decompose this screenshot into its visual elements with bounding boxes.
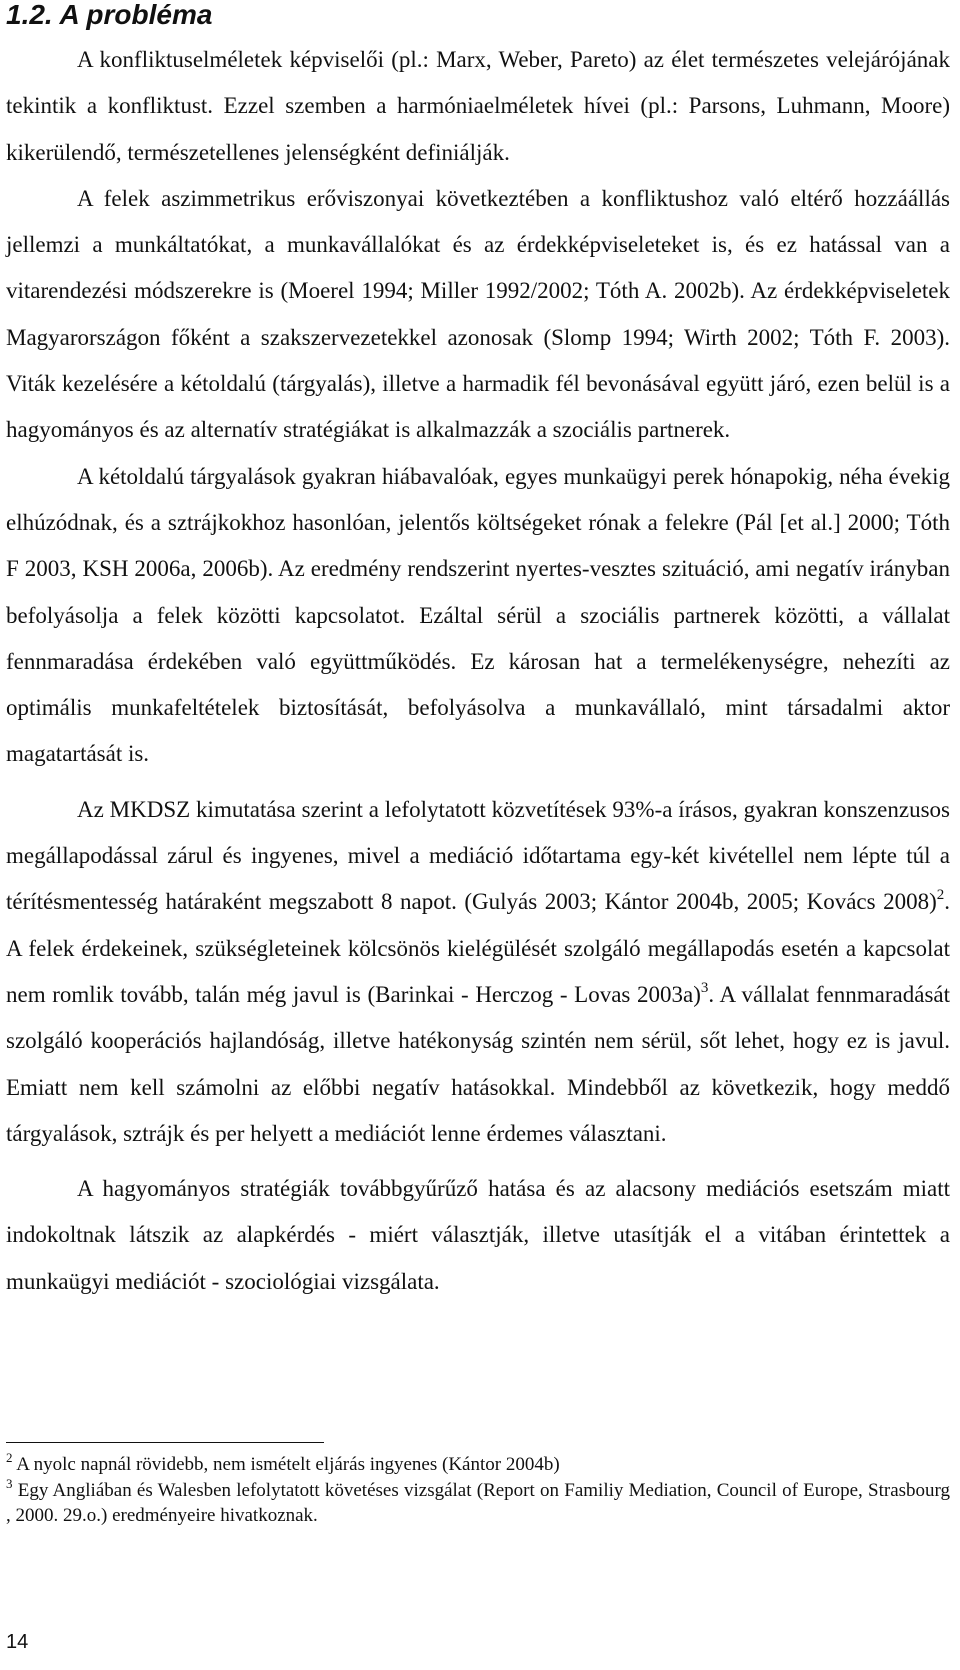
footnote-3-text: Egy Angliában és Walesben lefolytatott követéses vizsgálat (Report on Familiy Mediation, Council of Europe, Strasbourg , 2000. 29.o.) eredményeire hivatkoznak.: [6, 1480, 950, 1526]
page-number: 14: [6, 1631, 29, 1653]
footnotes: [6, 1452, 950, 1529]
footnote-separator: [6, 1442, 324, 1443]
paragraph-4-part-3: . A vállalat fennmaradását szolgáló kooperációs hajlandóság, illetve hatékonyság szintén nem sérül, sőt lehet, hogy ez is javul. Emiatt nem kell számolni az előbbi negatív hatásokkal. Mindebből az következik, hogy meddő tárgyalások, sztrájk és per helyett a mediációt lenne érdemes választani.: [6, 981, 950, 1146]
footnote-2-text: A nyolc napnál rövidebb, nem ismételt eljárás ingyenes (Kántor 2004b): [16, 1454, 560, 1475]
paragraph-4-part-2: . A felek érdekeinek, szükségleteinek kölcsönös kielégülését szolgáló megállapodás esetén a kapcsolat nem romlik tovább, talán még javul is (Barinkai - Herczog - Lovas 2003a): [6, 889, 950, 1007]
footnote-2: [6, 1452, 950, 1477]
paragraph-3: A kétoldalú tárgyalások gyakran hiábavalóak, egyes munkaügyi perek hónapokig, néha évekig elhúzódnak, és a sztrájkokhoz hasonlóan, jelentős költségeket rónak a felekre (Pál [et al.] 2000; Tóth F 2003, KSH 2006a, 2006b). Az eredmény rendszerint nyertes-vesztes szituáció, ami negatív irányban befolyásolja a felek közötti kapcsolatot. Ezáltal sérül a szociális partnerek közötti, a vállalat fennmaradása érdekében való együttműködés. Ez károsan hat a termelékenységre, nehezíti az optimális munkafeltételek biztosítását, befolyásolva a munkavállaló, mint társadalmi aktor magatartását is.: [6, 463, 950, 767]
footnote-ref-3: 3: [700, 979, 709, 996]
section-heading: 1.2. A probléma: [6, 0, 213, 30]
paragraph-4-part-1: Az MKDSZ kimutatása szerint a lefolytatott közvetítések 93%-a írásos, gyakran konszenzusos megállapodással zárul és ingyenes, mivel a mediáció időtartama egy-két kivétellel nem lépte túl a térítésmentesség határaként megszabott 8 napot. (Gulyás 2003; Kántor 2004b, 2005; Kovács 2008): [6, 796, 950, 915]
footnote-ref-2: 2: [936, 887, 945, 904]
paragraph-2: A felek aszimmetrikus erőviszonyai következtében a konfliktushoz való eltérő hozzáállás jellemzi a munkáltatókat, a munkavállalókat és az érdekképviseleteket is, és ez hatással van a vitarendezési módszerekre is (Moerel 1994; Miller 1992/2002; Tóth A. 2002b). Az érdekképviseletek Magyarországon főként a szakszervezetekkel azonosak (Slomp 1994; Wirth 2002; Tóth F. 2003). Viták kezelésére a kétoldalú (tárgyalás), illetve a harmadik fél bevonásával együtt járó, ezen belül is a hagyományos és az alternatív stratégiákat is alkalmazzák a szociális partnerek.: [6, 185, 950, 443]
paragraph-4: [6, 787, 950, 1157]
paragraph-1: A konfliktuselméletek képviselői (pl.: Marx, Weber, Pareto) az élet természetes velejárójának tekintik a konfliktust. Ezzel szemben a harmóniaelméletek hívei (pl.: Parsons, Luhmann, Moore) kikerülendő, természetellenes jelenségként definiálják.: [6, 47, 950, 165]
footnote-3: [6, 1478, 950, 1528]
paragraph-5: A hagyományos stratégiák továbbgyűrűző hatása és az alacsony mediációs esetszám miatt indokoltnak látszik az alapkérdés - miért választják, illetve utasítják el a vitában érintettek a munkaügyi mediációt - szociológiai vizsgálata.: [6, 1176, 950, 1294]
body-text: [6, 37, 950, 1305]
footnote-marker-2: 2: [6, 1450, 13, 1465]
footnote-marker-3: 3: [6, 1476, 13, 1491]
